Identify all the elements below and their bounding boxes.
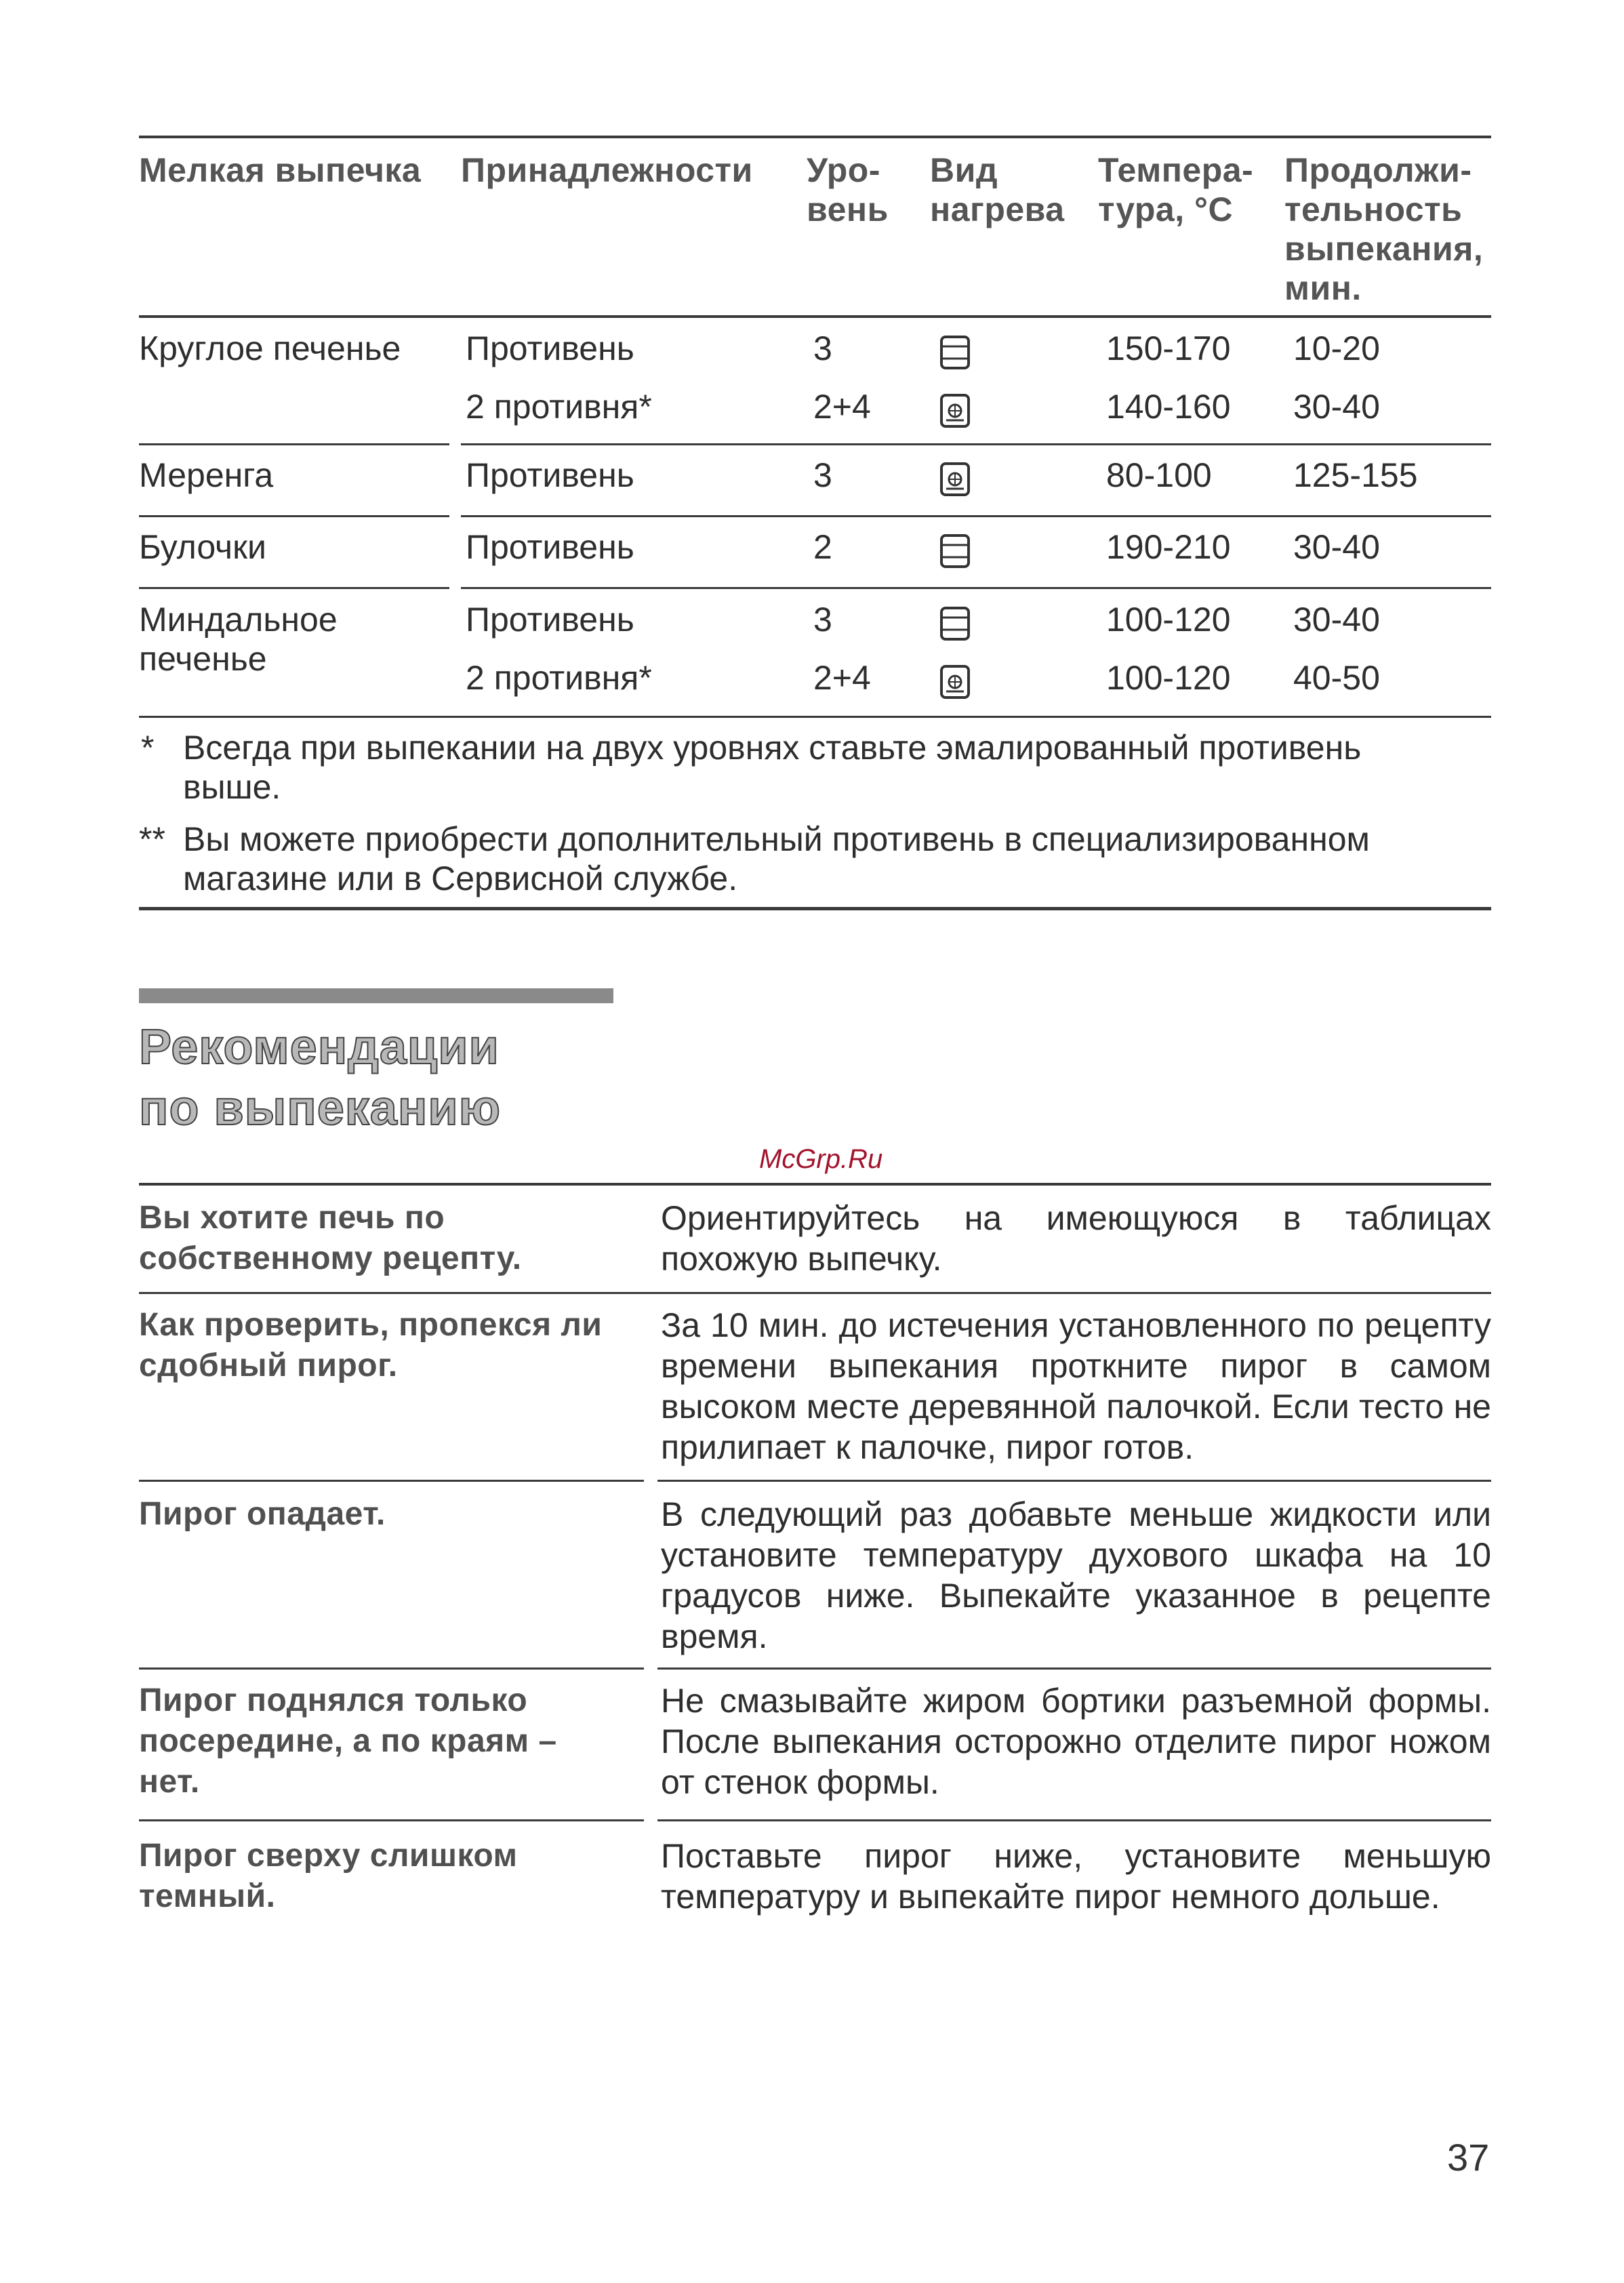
row-level: 3 (813, 329, 832, 367)
header-accessory: Принадлежности (461, 151, 753, 189)
header-level: Уро- вень (807, 151, 889, 228)
row-name: Круглое печенье (139, 329, 401, 367)
row-level: 2 (813, 528, 832, 566)
row-temperature: 100-120 (1106, 659, 1231, 697)
row-rule (139, 515, 449, 517)
row-rule (461, 587, 1491, 589)
tip-rule (139, 1292, 1491, 1294)
row-level: 2+4 (813, 388, 871, 426)
convection-fan-icon (939, 393, 971, 428)
row-accessory: 2 противня* (466, 388, 652, 426)
page-number: 37 (1447, 2136, 1490, 2179)
tip-answer: За 10 мин. до истечения установленного по рецепту времени выпекания проткните пирог в самом высоком месте деревянной палочкой. Если тесто не прилипает к палочке, пирог готов. (661, 1306, 1491, 1466)
row-duration: 30-40 (1293, 528, 1380, 566)
header-duration: Продолжи- тельность выпекания, мин. (1284, 151, 1484, 307)
row-level: 3 (813, 601, 832, 639)
tip-rule (657, 1480, 1491, 1482)
row-rule (461, 515, 1491, 517)
tip-answer: В следующий раз добавьте меньше жидкости или установите температуру духового шкафа на 10 градусов ниже. Выпекайте указанное в рецепте время. (661, 1495, 1491, 1655)
section-title-line: по выпеканию (139, 1081, 502, 1135)
row-temperature: 100-120 (1106, 601, 1231, 639)
table-bottom-rule (139, 716, 1491, 718)
header-temperature: Темпера- тура, °C (1098, 151, 1254, 228)
row-accessory: Противень (466, 528, 634, 566)
tip-question: Пирог поднялся только посередине, а по краям – нет. (139, 1682, 557, 1800)
table-header-rule (139, 315, 1491, 318)
tip-question: Как проверить, пропекся ли сдобный пирог. (139, 1307, 603, 1383)
tip-question: Пирог опадает. (139, 1496, 386, 1532)
row-duration: 125-155 (1293, 456, 1418, 494)
tip-question: Вы хотите печь по собственному рецепту. (139, 1200, 522, 1276)
tip-rule (139, 1668, 644, 1670)
section-title-line: Рекомендации (139, 1020, 500, 1074)
tip-answer: Не смазывайте жиром бортики разъемной формы. После выпекания осторожно отделите пирог ножом от стенок формы. (661, 1682, 1491, 1801)
header-item: Мелкая выпечка (139, 151, 422, 189)
row-temperature: 140-160 (1106, 388, 1231, 426)
top-bottom-heat-icon (939, 533, 971, 569)
watermark: McGrp.Ru (759, 1144, 883, 1174)
row-rule (461, 443, 1491, 445)
footnote-mark: ** (139, 820, 165, 858)
row-duration: 40-50 (1293, 659, 1380, 697)
tip-answer: Ориентируйтесь на имеющуюся в таблицах похожую выпечку. (661, 1199, 1491, 1278)
tips-top-rule (139, 1183, 1491, 1186)
row-level: 3 (813, 456, 832, 494)
row-name: Миндальное печенье (139, 601, 338, 678)
row-rule (139, 587, 449, 589)
section-bar (139, 988, 613, 1003)
top-bottom-heat-icon (939, 335, 971, 370)
tip-rule (657, 1668, 1491, 1670)
header-heating: Вид нагрева (930, 151, 1065, 228)
row-accessory: Противень (466, 329, 634, 367)
convection-fan-icon (939, 462, 971, 497)
section-title (139, 1017, 501, 1139)
convection-fan-icon (939, 664, 971, 700)
row-temperature: 150-170 (1106, 329, 1231, 367)
row-temperature: 80-100 (1106, 456, 1212, 494)
row-accessory: Противень (466, 456, 634, 494)
footnote-text: Всегда при выпекании на двух уровнях ставьте эмалированный противень выше. (183, 729, 1362, 806)
row-level: 2+4 (813, 659, 871, 697)
row-name: Меренга (139, 456, 274, 494)
footnote-text: Вы можете приобрести дополнительный противень в специализированном магазине или в Сервисной службе. (183, 820, 1370, 897)
row-name: Булочки (139, 528, 266, 566)
row-accessory: Противень (466, 601, 634, 639)
tip-rule (657, 1819, 1491, 1821)
row-temperature: 190-210 (1106, 528, 1231, 566)
footnotes-bottom-rule (139, 907, 1491, 910)
top-bottom-heat-icon (939, 606, 971, 641)
row-rule (139, 443, 449, 445)
tip-rule (139, 1819, 644, 1821)
table-top-rule (139, 136, 1491, 138)
row-duration: 30-40 (1293, 601, 1380, 639)
tip-rule (139, 1480, 644, 1482)
row-accessory: 2 противня* (466, 659, 652, 697)
row-duration: 10-20 (1293, 329, 1380, 367)
tip-question: Пирог сверху слишком темный. (139, 1838, 518, 1914)
row-duration: 30-40 (1293, 388, 1380, 426)
tip-answer: Поставьте пирог ниже, установите меньшую температуру и выпекайте пирог немного дольше. (661, 1837, 1491, 1916)
footnote-mark: * (141, 729, 155, 767)
